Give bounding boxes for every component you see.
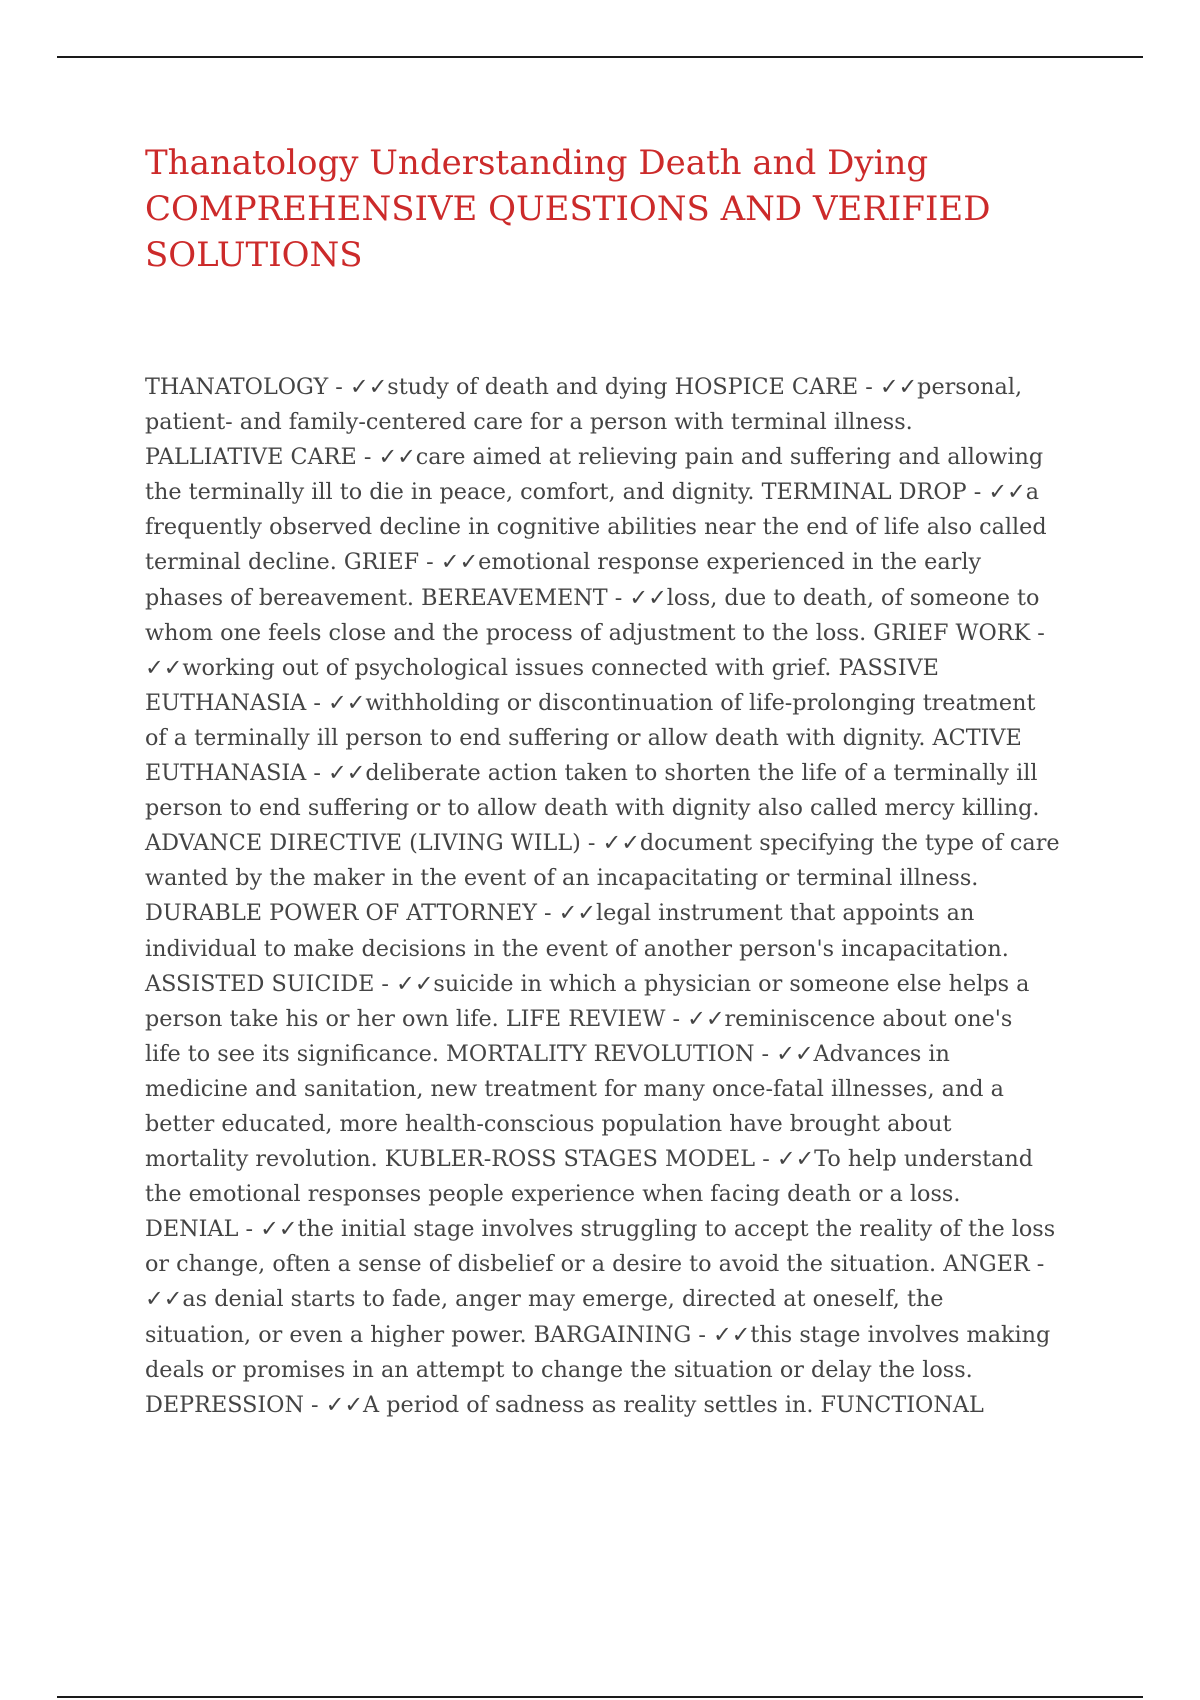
- body-line: terminal decline. GRIEF - ✓✓emotional response experienced in the early: [145, 549, 982, 576]
- body-line: person take his or her own life. LIFE REVIEW - ✓✓reminiscence about one's: [145, 1005, 1013, 1032]
- body-line: frequently observed decline in cognitive abilities near the end of life also called: [145, 514, 1047, 541]
- body-line: deals or promises in an attempt to change the situation or delay the loss.: [145, 1356, 973, 1383]
- body-line: medicine and sanitation, new treatment for many once-fatal illnesses, and a: [145, 1075, 1004, 1102]
- body-line: THANATOLOGY - ✓✓study of death and dying HOSPICE CARE - ✓✓personal,: [145, 374, 1023, 400]
- body-line: whom one feels close and the process of adjustment to the loss. GRIEF WORK -: [145, 619, 1045, 646]
- body-line: or change, often a sense of disbelief or a desire to avoid the situation. ANGER -: [145, 1251, 1045, 1278]
- body-line: better educated, more health-conscious population have brought about: [145, 1110, 952, 1137]
- body-line: patient- and family-centered care for a person with terminal illness.: [145, 409, 913, 436]
- body-line: EUTHANASIA - ✓✓deliberate action taken to shorten the life of a terminally ill: [145, 760, 1038, 787]
- body-line: mortality revolution. KUBLER-ROSS STAGES MODEL - ✓✓To help understand: [145, 1146, 1034, 1173]
- body-line: wanted by the maker in the event of an incapacitating or terminal illness.: [145, 865, 979, 892]
- title-line: SOLUTIONS: [145, 235, 363, 275]
- bottom-rule: [57, 1696, 1143, 1698]
- body-line: of a terminally ill person to end suffering or allow death with dignity. ACTIVE: [145, 724, 1022, 751]
- title-line: Thanatology Understanding Death and Dying: [145, 143, 929, 183]
- body-line: EUTHANASIA - ✓✓withholding or discontinuation of life-prolonging treatment: [145, 689, 1036, 716]
- body-line: DURABLE POWER OF ATTORNEY - ✓✓legal instrument that appoints an: [145, 900, 975, 927]
- title-line: COMPREHENSIVE QUESTIONS AND VERIFIED: [145, 189, 991, 229]
- body-line: phases of bereavement. BEREAVEMENT - ✓✓loss, due to death, of someone to: [145, 584, 1040, 611]
- body-line: situation, or even a higher power. BARGAINING - ✓✓this stage involves making: [145, 1321, 1051, 1348]
- document-body: [145, 370, 1095, 1423]
- top-rule: [57, 56, 1143, 58]
- body-line: person to end suffering or to allow death with dignity also called mercy killing.: [145, 795, 1040, 822]
- document-title: [145, 140, 1105, 278]
- body-line: the terminally ill to die in peace, comfort, and dignity. TERMINAL DROP - ✓✓a: [145, 479, 1039, 506]
- body-line: ✓✓as denial starts to fade, anger may emerge, directed at oneself, the: [145, 1286, 944, 1313]
- body-line: individual to make decisions in the event of another person's incapacitation.: [145, 935, 1009, 962]
- body-line: life to see its significance. MORTALITY REVOLUTION - ✓✓Advances in: [145, 1040, 950, 1067]
- body-line: the emotional responses people experience when facing death or a loss.: [145, 1181, 961, 1208]
- body-line: ASSISTED SUICIDE - ✓✓suicide in which a physician or someone else helps a: [145, 970, 1030, 997]
- body-line: ✓✓working out of psychological issues connected with grief. PASSIVE: [145, 654, 939, 681]
- body-line: PALLIATIVE CARE - ✓✓care aimed at relieving pain and suffering and allowing: [145, 444, 1044, 471]
- body-line: DENIAL - ✓✓the initial stage involves struggling to accept the reality of the loss: [145, 1216, 1056, 1243]
- body-line: DEPRESSION - ✓✓A period of sadness as reality settles in. FUNCTIONAL: [145, 1391, 984, 1418]
- body-line: ADVANCE DIRECTIVE (LIVING WILL) - ✓✓document specifying the type of care: [145, 830, 1060, 857]
